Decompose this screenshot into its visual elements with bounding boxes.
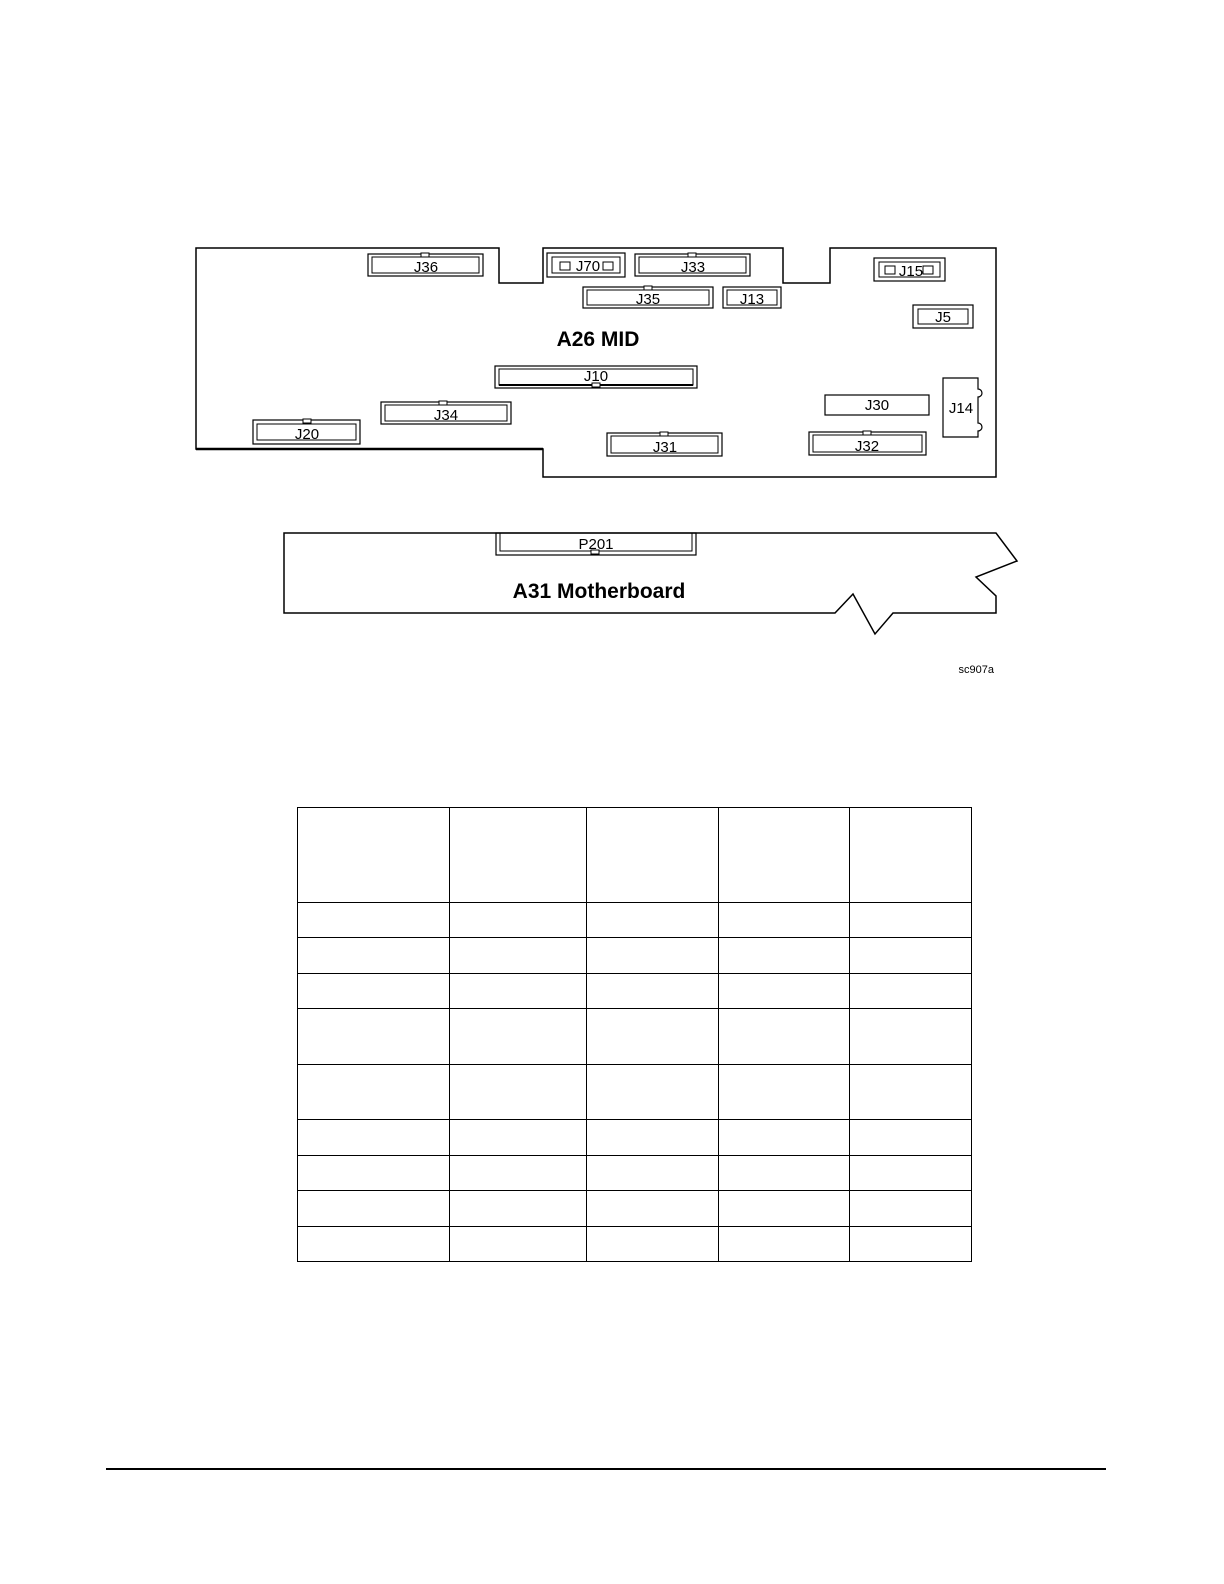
connector-j20 bbox=[253, 419, 360, 444]
table-cell bbox=[450, 1009, 587, 1065]
table-header-cell bbox=[587, 808, 719, 903]
connector-j34 bbox=[381, 401, 511, 424]
table-cell bbox=[587, 1156, 719, 1191]
table-header-cell bbox=[850, 808, 972, 903]
table-row bbox=[298, 1065, 972, 1120]
table-cell bbox=[850, 903, 972, 938]
connector-label-j5: J5 bbox=[935, 309, 951, 326]
figure-id: sc907a bbox=[958, 664, 994, 676]
table-cell bbox=[298, 1009, 450, 1065]
connector-label-j13: J13 bbox=[739, 291, 765, 308]
table-cell bbox=[298, 1227, 450, 1262]
table-cell bbox=[587, 1120, 719, 1156]
table-cell bbox=[587, 1009, 719, 1065]
table-cell bbox=[719, 1120, 850, 1156]
connector-label-j10: J10 bbox=[583, 368, 609, 385]
table-cell bbox=[450, 903, 587, 938]
connector-j32 bbox=[809, 431, 926, 455]
table-cell bbox=[719, 1191, 850, 1227]
table-cell bbox=[298, 1156, 450, 1191]
connector-label-j14: J14 bbox=[948, 400, 974, 417]
table-cell bbox=[850, 974, 972, 1009]
table-cell bbox=[850, 1191, 972, 1227]
connector-j5 bbox=[913, 305, 973, 328]
table-cell bbox=[850, 1156, 972, 1191]
connector-label-j31: J31 bbox=[652, 439, 678, 456]
table-row bbox=[298, 938, 972, 974]
table-header-cell bbox=[298, 808, 450, 903]
a31-title: A31 Motherboard bbox=[512, 580, 686, 603]
table-header-row bbox=[298, 808, 972, 903]
table-cell bbox=[450, 1120, 587, 1156]
table-row bbox=[298, 903, 972, 938]
table-cell bbox=[298, 903, 450, 938]
table-cell bbox=[450, 974, 587, 1009]
table-cell bbox=[850, 1009, 972, 1065]
connector-j30 bbox=[825, 395, 929, 415]
table-cell bbox=[298, 974, 450, 1009]
table-cell bbox=[298, 1065, 450, 1120]
table-cell bbox=[450, 1191, 587, 1227]
table-cell bbox=[587, 974, 719, 1009]
connector-j36 bbox=[368, 253, 483, 276]
connector-label-j32: J32 bbox=[854, 438, 880, 455]
connector-j33 bbox=[635, 253, 750, 276]
table-cell bbox=[450, 1065, 587, 1120]
connector-j35 bbox=[583, 286, 713, 308]
table-cell bbox=[298, 1120, 450, 1156]
table-cell bbox=[587, 1065, 719, 1120]
connector-label-j34: J34 bbox=[433, 407, 459, 424]
table-cell bbox=[719, 974, 850, 1009]
table-cell bbox=[850, 1065, 972, 1120]
connector-label-j33: J33 bbox=[680, 259, 706, 276]
connector-label-j20: J20 bbox=[294, 426, 320, 443]
table-cell bbox=[587, 1191, 719, 1227]
connector-label-j36: J36 bbox=[413, 259, 439, 276]
table-cell bbox=[719, 1156, 850, 1191]
table-cell bbox=[450, 1156, 587, 1191]
table-cell bbox=[450, 938, 587, 974]
a26-title: A26 MID bbox=[556, 328, 640, 351]
table-row bbox=[298, 1156, 972, 1191]
connector-j31 bbox=[607, 432, 722, 456]
table-row bbox=[298, 974, 972, 1009]
footer-rule bbox=[106, 1468, 1106, 1470]
table-cell bbox=[587, 938, 719, 974]
table-cell bbox=[719, 1227, 850, 1262]
table-cell bbox=[719, 1009, 850, 1065]
table-cell bbox=[850, 1227, 972, 1262]
table-row bbox=[298, 1009, 972, 1065]
table-cell bbox=[298, 938, 450, 974]
table-cell bbox=[719, 903, 850, 938]
table-row bbox=[298, 1120, 972, 1156]
table-cell bbox=[587, 1227, 719, 1262]
table-row bbox=[298, 1227, 972, 1262]
connector-label-j70: J70 bbox=[575, 258, 601, 275]
connector-label-j15: J15 bbox=[898, 263, 924, 280]
table-header-cell bbox=[719, 808, 850, 903]
connector-j15 bbox=[874, 258, 945, 281]
table-row bbox=[298, 1191, 972, 1227]
table-cell bbox=[850, 1120, 972, 1156]
table-cell bbox=[850, 938, 972, 974]
table-cell bbox=[298, 1191, 450, 1227]
connector-j70 bbox=[547, 253, 625, 277]
table-cell bbox=[587, 903, 719, 938]
table-header-cell bbox=[450, 808, 587, 903]
connector-j13 bbox=[723, 287, 781, 308]
connector-j14 bbox=[943, 378, 982, 437]
connector-label-j35: J35 bbox=[635, 291, 661, 308]
cable-table bbox=[297, 807, 972, 1262]
table-cell bbox=[719, 1065, 850, 1120]
connector-p201 bbox=[496, 533, 696, 555]
connector-j10 bbox=[495, 366, 697, 388]
table-cell bbox=[719, 938, 850, 974]
table-cell bbox=[450, 1227, 587, 1262]
connector-label-j30: J30 bbox=[864, 397, 890, 414]
connector-label-p201: P201 bbox=[578, 536, 614, 553]
